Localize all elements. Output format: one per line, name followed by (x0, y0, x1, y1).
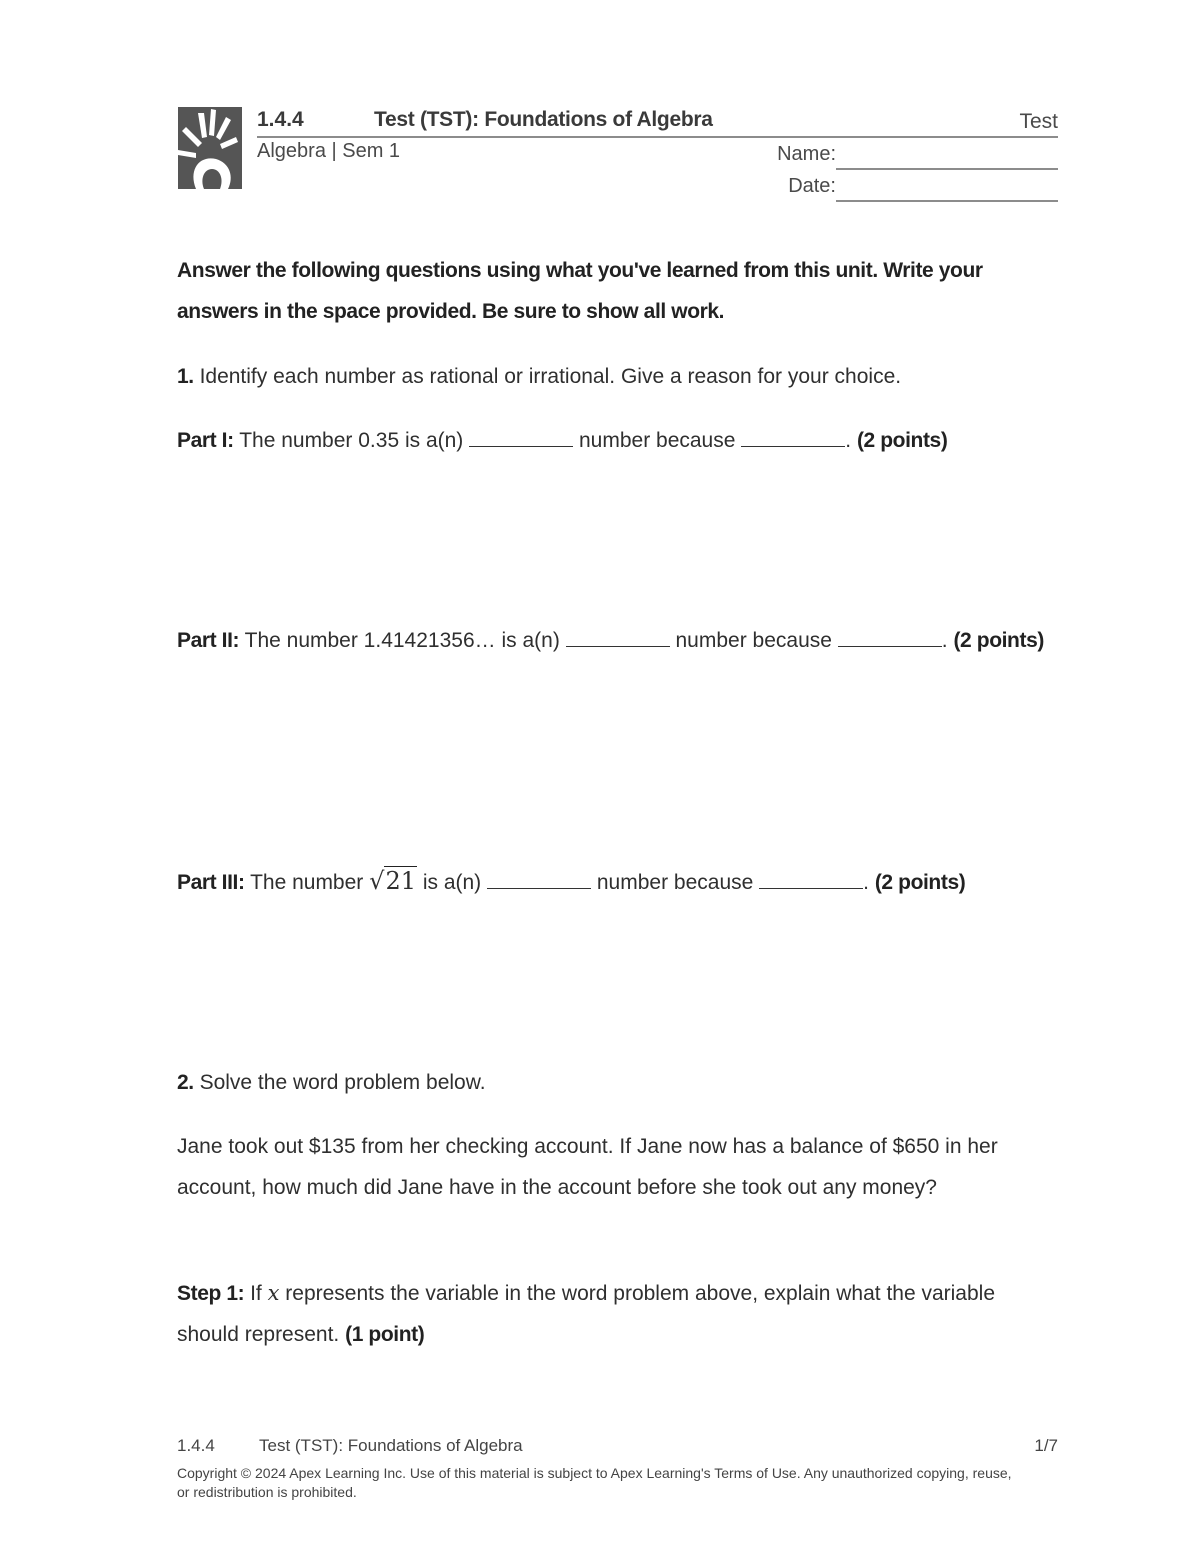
part-3-answer-blank-2[interactable] (759, 870, 863, 889)
question-1-part-2: Part II: The number 1.41421356… is a(n) number because . (2 points) (177, 629, 1044, 652)
part-3-text-c: number because (596, 871, 754, 894)
part-2-points: (2 points) (953, 629, 1044, 652)
part-1-text-a: The number 0.35 is a(n) (239, 429, 464, 452)
page-number: 1/7 (1034, 1436, 1058, 1455)
question-2 (177, 1062, 1061, 1103)
question-2-number: 2. (177, 1071, 194, 1094)
footer-title: Test (TST): Foundations of Algebra (259, 1436, 523, 1455)
apex-sun-logo-icon (178, 107, 242, 189)
header-activity-number: 1.4.4 (257, 108, 304, 131)
name-label: Name: (777, 143, 836, 165)
part-2-answer-blank-2[interactable] (838, 628, 942, 647)
step-1-label: Step 1: (177, 1282, 245, 1305)
step-1-points: (1 point) (345, 1323, 425, 1346)
step-1-variable: x (267, 1281, 280, 1305)
question-1-part-1: Part I: The number 0.35 is a(n) number because . (2 points) (177, 429, 948, 452)
name-field-line[interactable] (836, 168, 1058, 170)
header-doc-type: Test (1019, 110, 1058, 133)
part-2-label: Part II: (177, 629, 240, 652)
part-3-text-b: is a(n) (422, 871, 482, 894)
part-2-answer-blank-1[interactable] (566, 628, 670, 647)
header-divider (257, 136, 1058, 138)
question-1-prompt: Identify each number as rational or irrational. Give a reason for your choice. (199, 365, 902, 388)
part-3-answer-blank-1[interactable] (487, 870, 591, 889)
header-title: Test (TST): Foundations of Algebra (374, 108, 713, 131)
question-2-prompt: Solve the word problem below. (199, 1071, 486, 1094)
part-2-text-a: The number 1.41421356… is a(n) (244, 629, 560, 652)
question-2-step-1 (177, 1273, 1061, 1355)
question-1-part-3: Part III: The number √21 is a(n) number because . (2 points) (177, 867, 966, 895)
square-root-expression: √21 (369, 867, 416, 895)
part-3-text-a: The number (250, 871, 364, 894)
header-course: Algebra | Sem 1 (257, 140, 401, 162)
part-1-answer-blank-1[interactable] (469, 428, 573, 447)
step-1-text-b: represents the variable in the word problem above, explain what the variable should represent. (177, 1282, 996, 1346)
word-problem: Jane took out $135 from her checking account. If Jane now has a balance of $650 in her account, how much did Jane have in the account before she took out any money? (177, 1135, 998, 1199)
part-1-points: (2 points) (856, 429, 948, 452)
date-field-line[interactable] (836, 200, 1058, 202)
part-1-label: Part I: (177, 429, 234, 452)
step-1-text-a: If (250, 1282, 262, 1305)
footer-activity-number: 1.4.4 (177, 1436, 215, 1455)
square-root-radicand: 21 (385, 867, 416, 895)
question-1-number: 1. (177, 365, 194, 388)
instructions: Answer the following questions using what you've learned from this unit. Write your answers in the space provided. Be sure to show all work. (177, 259, 983, 323)
part-3-label: Part III: (177, 871, 245, 894)
copyright-notice: Copyright © 2024 Apex Learning Inc. Use of this material is subject to Apex Learning's Terms of Use. Any unauthorized copying, reuse, or redistribution is prohibited. (177, 1465, 1012, 1500)
part-1-text-b: number because (578, 429, 736, 452)
question-1 (177, 356, 1061, 397)
date-label: Date: (788, 175, 836, 197)
part-2-text-b: number because (675, 629, 832, 652)
part-1-answer-blank-2[interactable] (741, 428, 845, 447)
part-3-points: (2 points) (874, 871, 966, 894)
